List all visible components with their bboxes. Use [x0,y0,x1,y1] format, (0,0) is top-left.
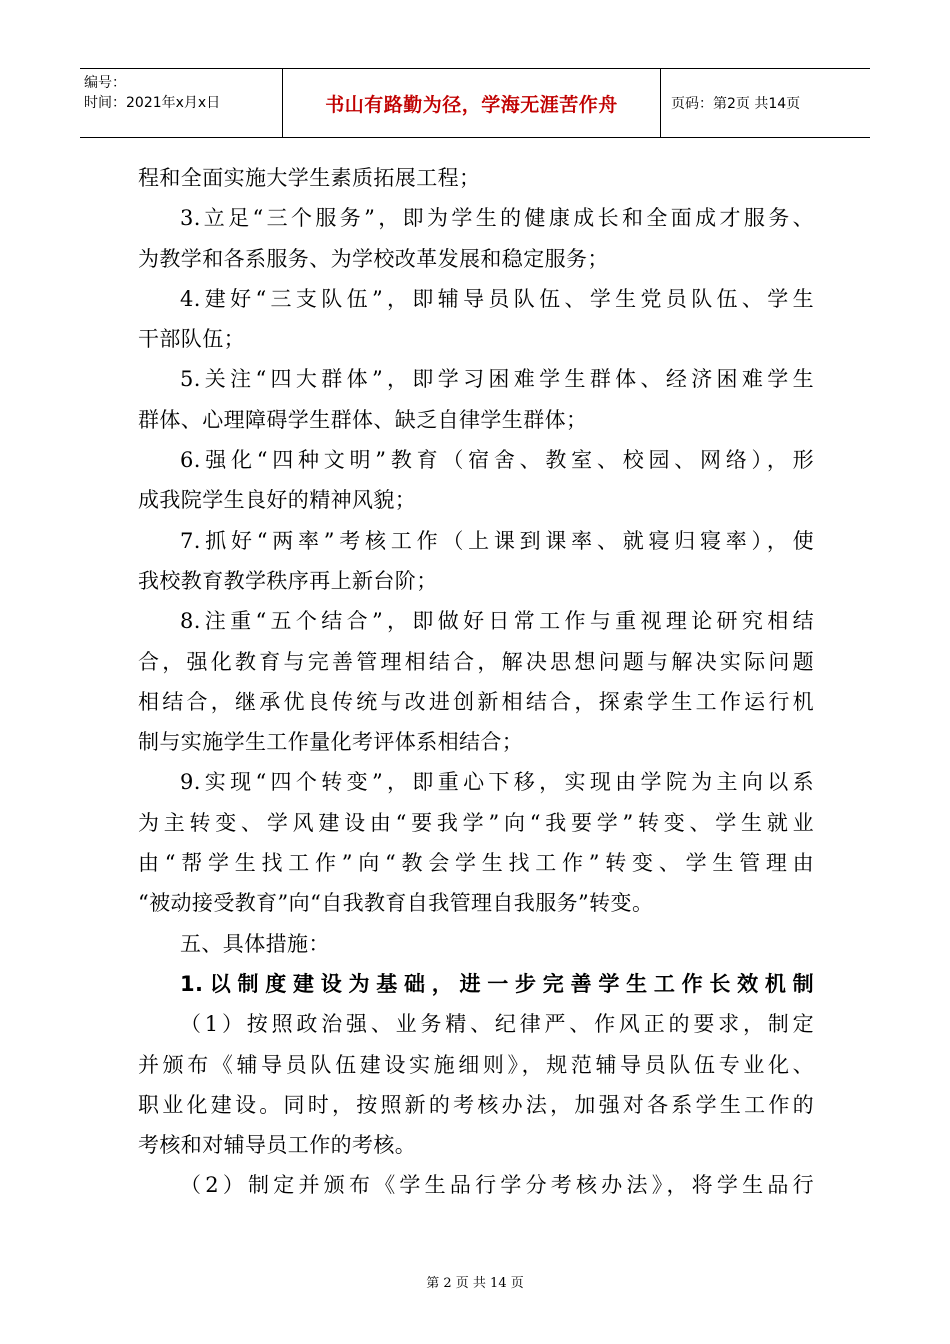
text-line: 并颁布《辅导员队伍建设实施细则》，规范辅导员队伍专业化、 [138,1052,814,1077]
text-line: 6.强化“四种文明”教育（宿舍、教室、校园、网络），形 [180,448,814,473]
text-line: 干部队伍； [138,327,245,352]
text-line: 相结合，继承优良传统与改进创新相结合，探索学生工作运行机 [138,689,814,714]
text-line: 考核和对辅导员工作的考核。 [138,1133,417,1158]
number-label: 编号： [84,75,126,91]
text-line: 9.实现“四个转变”，即重心下移，实现由学院为主向以系 [180,770,814,795]
document-body [138,158,814,1206]
text-line: 8.注重“五个结合”，即做好日常工作与重视理论研究相结 [180,609,814,634]
header-table [80,68,870,138]
text-line: 由“帮学生找工作”向“教会学生找工作”转变、学生管理由 [138,851,814,876]
text-line: （1）按照政治强、业务精、纪律严、作风正的要求，制定 [180,1012,814,1037]
text-line: 我校教育教学秩序再上新台阶； [138,568,438,593]
text-line: 五、具体措施： [180,931,330,956]
text-line: 7.抓好“两率”考核工作（上课到课率、就寝归寝率），使 [180,528,814,553]
page-info: 页码：第2页 共14页 [671,96,801,112]
text-line: 制与实施学生工作量化考评体系相结合； [138,730,524,755]
text-line: “被动接受教育”向“自我教育自我管理自我服务”转变。 [138,891,654,916]
text-line: 程和全面实施大学生素质拓展工程； [138,166,481,190]
text-line: 为教学和各系服务、为学校改革发展和稳定服务； [138,246,609,271]
header-page-cell [661,69,870,137]
text-line: 4.建好“三支队伍”，即辅导员队伍、学生党员队伍、学生 [180,286,814,311]
text-line: 为主转变、学风建设由“要我学”向“我要学”转变、学生就业 [138,810,814,835]
text-line: 成我院学生良好的精神风貌； [138,488,417,513]
time-label: 时间：2021年x月x日 [84,95,221,111]
text-line: 职业化建设。同时，按照新的考核办法，加强对各系学生工作的 [138,1092,814,1117]
page-footer: 第 2 页 共 14 页 [426,1276,524,1291]
header-motto-cell [283,69,661,137]
text-line: 合，强化教育与完善管理相结合，解决思想问题与解决实际问题 [138,649,814,674]
text-line: 5.关注“四大群体”，即学习困难学生群体、经济困难学生 [180,367,814,392]
text-line: 3.立足“三个服务”，即为学生的健康成长和全面成才服务、 [180,206,814,231]
section-heading-line: 1.以制度建设为基础，进一步完善学生工作长效机制 [180,971,814,996]
text-line: 群体、心理障碍学生群体、缺乏自律学生群体； [138,407,588,432]
text-line: （2）制定并颁布《学生品行学分考核办法》，将学生品行 [180,1173,814,1198]
motto-text: 书山有路勤为径，学海无涯苦作舟 [325,93,618,116]
header-meta-cell [80,69,283,137]
